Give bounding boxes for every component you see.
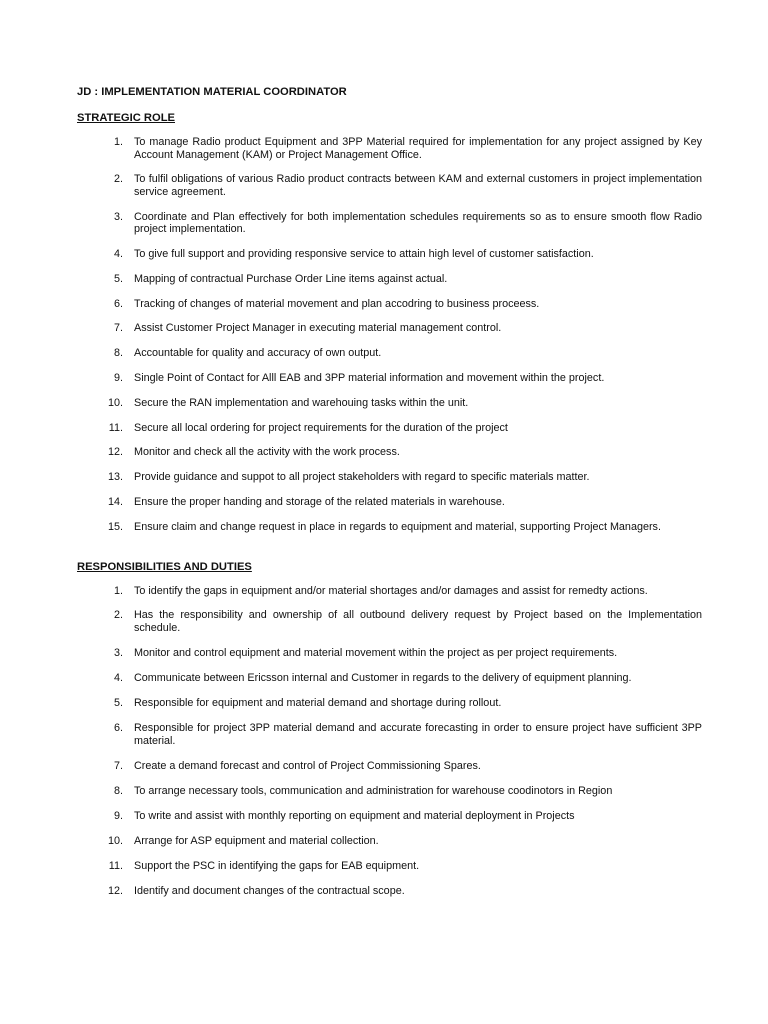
list-item bbox=[77, 446, 702, 459]
list-item-number: 11. bbox=[108, 859, 123, 872]
list-item-text: Monitor and check all the activity with the work process. bbox=[134, 446, 400, 459]
list-item-number: 6. bbox=[113, 297, 123, 310]
list-item-text: To arrange necessary tools, communication and administration for warehouse coodinotors in Region bbox=[134, 784, 613, 797]
list-item-text: Identify and document changes of the contractual scope. bbox=[134, 884, 405, 897]
list-item bbox=[77, 273, 702, 286]
document-title: JD : IMPLEMENTATION MATERIAL COORDINATOR bbox=[77, 86, 347, 98]
list-item bbox=[77, 136, 702, 161]
list-item-number: 8. bbox=[113, 347, 123, 360]
list-item-number: 1. bbox=[113, 136, 123, 148]
list-item bbox=[77, 471, 702, 484]
list-item-text: Accountable for quality and accuracy of own output. bbox=[134, 347, 382, 360]
list-item-number: 2. bbox=[113, 173, 123, 186]
list-item-text: Ensure claim and change request in place in regards to equipment and material, supporting Project Managers. bbox=[134, 520, 661, 533]
list-item-number: 7. bbox=[113, 759, 123, 772]
list-item-number: 9. bbox=[113, 372, 123, 385]
responsibilities-list bbox=[77, 585, 702, 898]
list-item bbox=[77, 521, 702, 534]
list-item bbox=[77, 422, 702, 435]
list-item-number: 14. bbox=[107, 495, 123, 508]
list-item-text: To give full support and providing responsive service to attain high level of customer satisfaction. bbox=[134, 248, 594, 261]
list-item-text: Responsible for project 3PP material demand and accurate forecasting in order to ensure project have sufficient 3PP material. bbox=[134, 722, 702, 747]
list-item-text: To manage Radio product Equipment and 3PP Material required for implementation for any project assigned by Key Account Management (KAM) or Project Management Office. bbox=[134, 136, 702, 161]
list-item-text: To fulfil obligations of various Radio product contracts between KAM and external customers in project implementation service agreement. bbox=[134, 173, 702, 198]
list-item-text: To identify the gaps in equipment and/or material shortages and/or damages and assist for remedty actions. bbox=[134, 584, 648, 597]
list-item-number: 5. bbox=[113, 272, 123, 285]
list-item-text: Provide guidance and suppot to all project stakeholders with regard to specific materials matter. bbox=[134, 471, 590, 484]
strategic-role-heading: STRATEGIC ROLE bbox=[77, 112, 175, 124]
list-item-number: 7. bbox=[113, 322, 123, 335]
list-item-text: Secure all local ordering for project requirements for the duration of the project bbox=[134, 421, 508, 434]
list-item bbox=[77, 722, 702, 747]
list-item-number: 6. bbox=[113, 722, 123, 735]
list-item-text: Create a demand forecast and control of Project Commissioning Spares. bbox=[134, 759, 481, 772]
list-item-text: Responsible for equipment and material demand and shortage during rollout. bbox=[134, 697, 502, 710]
list-item-text: Single Point of Contact for Alll EAB and 3PP material information and movement within the project. bbox=[134, 372, 605, 385]
section-spacer bbox=[77, 546, 702, 560]
list-item-text: Monitor and control equipment and material movement within the project as per project requirements. bbox=[134, 647, 618, 660]
list-item-number: 3. bbox=[113, 210, 123, 223]
list-item bbox=[77, 785, 702, 798]
list-item bbox=[77, 760, 702, 773]
list-item bbox=[77, 496, 702, 509]
list-item bbox=[77, 211, 702, 236]
list-item-text: Secure the RAN implementation and warehouing tasks within the unit. bbox=[134, 396, 469, 409]
list-item-number: 4. bbox=[113, 672, 123, 685]
list-item-number: 15. bbox=[107, 520, 123, 533]
list-item-text: Assist Customer Project Manager in executing material management control. bbox=[134, 322, 502, 335]
list-item bbox=[77, 672, 702, 685]
list-item bbox=[77, 835, 702, 848]
list-item bbox=[77, 248, 702, 261]
list-item-text: Tracking of changes of material movement and plan accodring to business proceess. bbox=[134, 297, 540, 310]
list-item-number: 11. bbox=[108, 421, 123, 434]
list-item bbox=[77, 585, 702, 598]
list-item bbox=[77, 173, 702, 198]
list-item bbox=[77, 298, 702, 311]
list-item bbox=[77, 885, 702, 898]
list-item-number: 1. bbox=[113, 584, 123, 597]
responsibilities-heading: RESPONSIBILITIES AND DUTIES bbox=[77, 560, 252, 573]
list-item-text: Ensure the proper handing and storage of the related materials in warehouse. bbox=[134, 495, 505, 508]
list-item-text: To write and assist with monthly reporting on equipment and material deployment in Projects bbox=[134, 809, 575, 822]
list-item-number: 5. bbox=[113, 697, 123, 710]
list-item bbox=[77, 372, 702, 385]
list-item-number: 10. bbox=[107, 834, 123, 847]
list-item-text: Has the responsibility and ownership of all outbound delivery request by Project based on the Implementation schedule. bbox=[134, 609, 702, 635]
list-item-number: 2. bbox=[113, 609, 123, 622]
list-item bbox=[77, 697, 702, 710]
list-item bbox=[77, 609, 702, 634]
list-item-number: 3. bbox=[113, 647, 123, 660]
list-item-text: Mapping of contractual Purchase Order Line items against actual. bbox=[134, 272, 448, 285]
list-item bbox=[77, 347, 702, 360]
list-item-number: 8. bbox=[113, 784, 123, 797]
list-item-number: 10. bbox=[107, 396, 123, 409]
list-item-number: 4. bbox=[113, 248, 123, 261]
list-item-text: Communicate between Ericsson internal and Customer in regards to the delivery of equipment planning. bbox=[134, 672, 632, 685]
list-item-number: 12. bbox=[107, 446, 123, 459]
list-item-number: 13. bbox=[107, 471, 123, 484]
list-item bbox=[77, 322, 702, 335]
list-item bbox=[77, 810, 702, 823]
list-item bbox=[77, 647, 702, 660]
list-item-number: 12. bbox=[107, 884, 123, 897]
strategic-role-list bbox=[77, 136, 702, 533]
list-item-text: Coordinate and Plan effectively for both implementation schedules requirements so as to ensure smooth flow Radio project implementation. bbox=[134, 210, 702, 236]
list-item-number: 9. bbox=[113, 809, 123, 822]
list-item bbox=[77, 397, 702, 410]
list-item bbox=[77, 860, 702, 873]
list-item-text: Arrange for ASP equipment and material collection. bbox=[134, 834, 379, 847]
list-item-text: Support the PSC in identifying the gaps for EAB equipment. bbox=[134, 859, 420, 872]
